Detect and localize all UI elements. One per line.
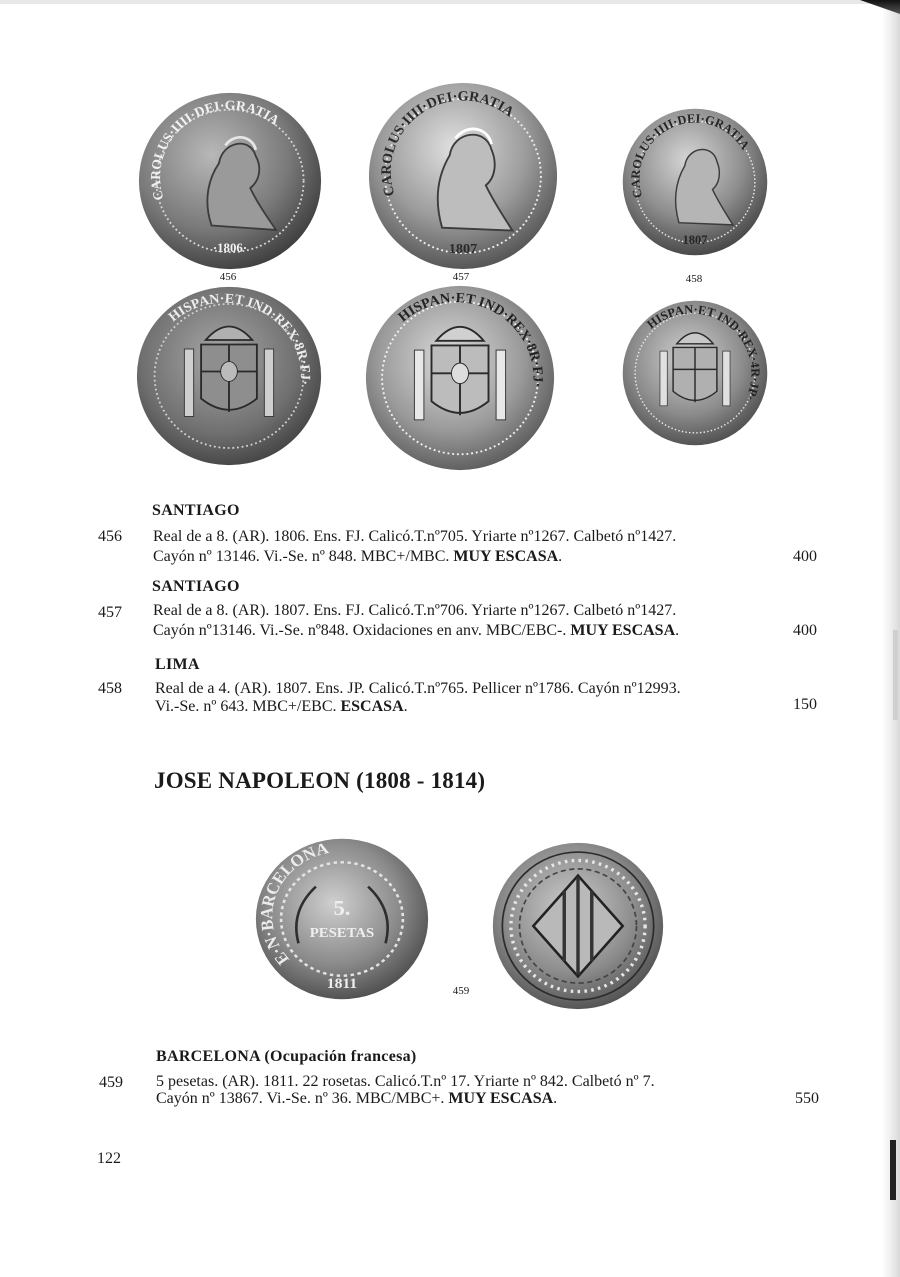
- lot-457-description: Real de a 8. (AR). 1807. Ens. FJ. Calicó.T.nº706. Yriarte nº1267. Calbetó nº1427.: [153, 602, 677, 619]
- lot-457-price: 400: [793, 622, 817, 639]
- coin-unit: PESETAS: [309, 925, 375, 941]
- coin-date: 1807: [682, 233, 708, 248]
- lot-457-number: 457: [98, 604, 122, 621]
- lot-458-price: 150: [793, 696, 817, 713]
- lot-459-number: 459: [99, 1074, 123, 1091]
- coin-459-reverse: [492, 842, 664, 1010]
- coin-456-obverse: [138, 92, 322, 270]
- coin-457-reverse: [365, 285, 555, 471]
- lot-458-number: 458: [98, 680, 122, 697]
- scan-mark: [890, 1140, 896, 1200]
- coin-legend: HISPAN·ET IND·REX·8R·FJ·: [395, 290, 546, 388]
- coin-456-reverse: [136, 286, 322, 466]
- lot-459-title: BARCELONA (Ocupación francesa): [156, 1048, 417, 1065]
- coin-legend: CAROLUS·IIII·DEI·GRATIA: [628, 111, 753, 200]
- lot-456-price: 400: [793, 548, 817, 565]
- rarity-label: MUY ESCASA: [570, 622, 676, 639]
- lot-459-description-2: Cayón nº 13867. Vi.-Se. nº 36. MBC/MBC+. MUY ESCASA.: [156, 1090, 558, 1107]
- rarity-label: MUY ESCASA: [453, 548, 559, 565]
- lot-456-number: 456: [98, 528, 122, 545]
- coin-legend: CAROLUS·IIII·DEI·GRATIA: [378, 88, 517, 199]
- coin-label-456: 456: [219, 271, 237, 283]
- coin-458-reverse: [622, 300, 768, 446]
- lot-458-description-2: Vi.-Se. nº 643. MBC+/EBC. ESCASA.: [155, 698, 408, 715]
- lot-457-description-2: Cayón nº13146. Vi.-Se. nº848. Oxidaciones en anv. MBC/EBC-. MUY ESCASA.: [153, 622, 680, 639]
- coin-date: 1807: [448, 241, 478, 258]
- coin-label-459: 459: [452, 985, 470, 997]
- lot-456-title: SANTIAGO: [152, 502, 240, 519]
- lot-459-price: 550: [795, 1090, 819, 1107]
- coin-label-458: 458: [685, 273, 703, 285]
- coin-legend: E·N·BARCELONA: [256, 838, 331, 969]
- lot-458-description: Real de a 4. (AR). 1807. Ens. JP. Calicó.T.nº765. Pellicer nº1786. Cayón nº12993.: [155, 680, 681, 697]
- coin-legend: CAROLUS·IIII·DEI·GRATIA: [147, 97, 283, 202]
- scan-mark: [893, 630, 898, 720]
- lot-458-title: LIMA: [155, 656, 200, 673]
- lot-457-title: SANTIAGO: [152, 578, 240, 595]
- rarity-label: MUY ESCASA: [448, 1090, 554, 1107]
- coin-459-obverse: [255, 838, 429, 1000]
- scan-corner-mark: [860, 0, 900, 14]
- lot-456-description-2: Cayón nº 13146. Vi.-Se. nº 848. MBC+/MBC. MUY ESCASA.: [153, 548, 563, 565]
- coin-label-457: 457: [452, 271, 470, 283]
- coin-legend: HISPAN·ET IND·REX·8R·FJ·: [165, 290, 314, 386]
- coin-date: ·1806·: [212, 241, 248, 256]
- coin-458-obverse: [622, 108, 768, 256]
- section-heading: JOSE NAPOLEON (1808 - 1814): [154, 768, 486, 793]
- coin-legend: HISPAN·ET IND·REX·4R·JP·: [644, 302, 763, 403]
- lot-459-description: 5 pesetas. (AR). 1811. 22 rosetas. Calicó.T.nº 17. Yriarte nº 842. Calbetó nº 7.: [156, 1073, 655, 1090]
- scan-edge-top: [0, 0, 900, 4]
- page-number: 122: [97, 1150, 121, 1167]
- coin-value: 5.: [333, 896, 351, 920]
- rarity-label: ESCASA: [340, 698, 404, 715]
- coin-date: 1811: [326, 976, 358, 992]
- lot-456-description: Real de a 8. (AR). 1806. Ens. FJ. Calicó.T.nº705. Yriarte nº1267. Calbetó nº1427.: [153, 528, 677, 545]
- coin-457-obverse: [368, 82, 558, 270]
